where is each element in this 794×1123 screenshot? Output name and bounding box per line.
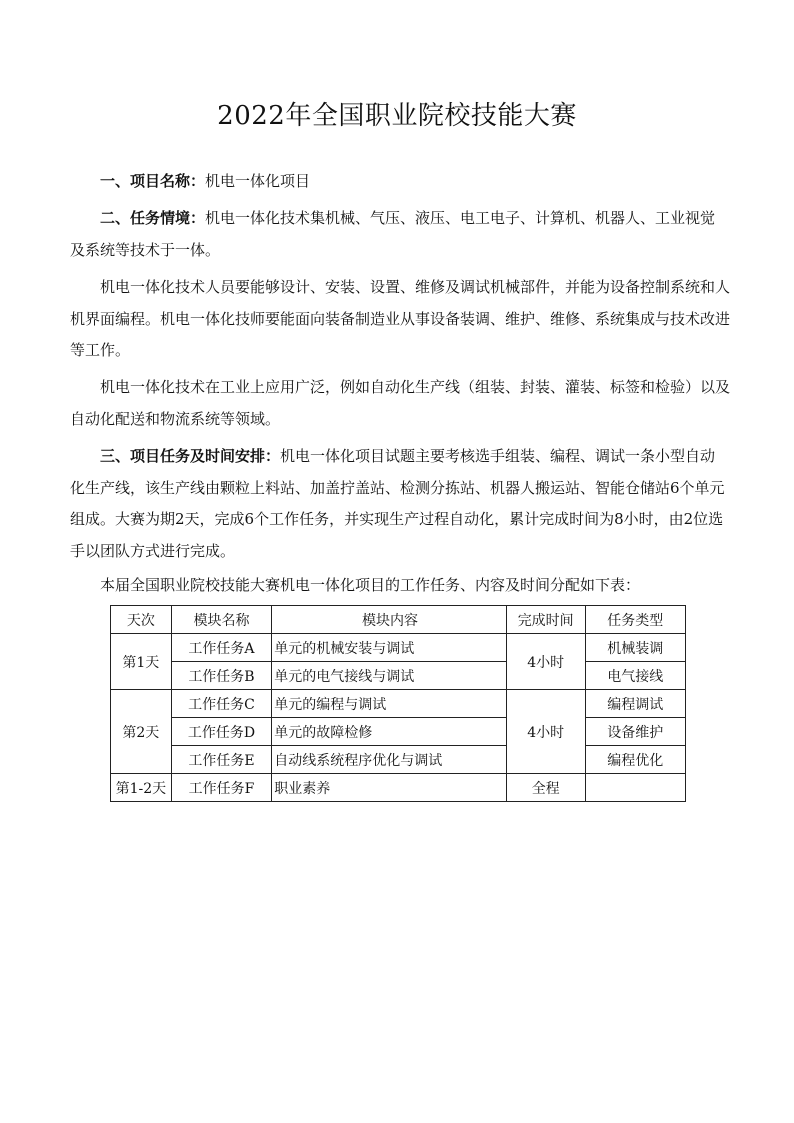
cell-type bbox=[585, 774, 686, 802]
cell-module: 工作任务E bbox=[171, 746, 271, 774]
caption-text: 本届全国职业院校技能大赛机电一体化项目的工作任务、内容及时间分配如下表： bbox=[100, 576, 641, 594]
cell-time: 4小时 bbox=[506, 634, 585, 690]
cell-type: 电气接线 bbox=[585, 662, 686, 690]
paragraph-text: 机电一体化技术人员要能够设计、安装、设置、维修及调试机械部件，并能为设备控制系统和人机界面编程。机电一体化技师要能面向装备制造业从事设备装调、维护、维修、系统集成与技术改进等工作。 bbox=[70, 278, 731, 359]
table-caption bbox=[70, 570, 730, 602]
section-lead: 一、项目名称： bbox=[100, 172, 206, 190]
cell-type: 编程调试 bbox=[585, 690, 686, 718]
header-module: 模块名称 bbox=[171, 606, 271, 634]
cell-day: 第1天 bbox=[111, 634, 172, 690]
section-lead: 二、任务情境： bbox=[100, 209, 206, 227]
cell-day: 第1-2天 bbox=[111, 774, 172, 802]
section-text: 机电一体化项目 bbox=[205, 172, 311, 190]
cell-content: 单元的故障检修 bbox=[272, 718, 507, 746]
table-row bbox=[111, 634, 686, 662]
cell-type: 设备维护 bbox=[585, 718, 686, 746]
cell-module: 工作任务B bbox=[171, 662, 271, 690]
document-title: 2022年全国职业院校技能大赛 bbox=[217, 101, 577, 131]
header-time: 完成时间 bbox=[506, 606, 585, 634]
table-row bbox=[111, 718, 686, 746]
cell-module: 工作任务F bbox=[171, 774, 271, 802]
table-header-row bbox=[111, 606, 686, 634]
table-row bbox=[111, 746, 686, 774]
paragraph-text: 机电一体化技术在工业上应用广泛，例如自动化生产线（组装、封装、灌装、标签和检验）以及自动化配送和物流系统等领域。 bbox=[70, 378, 731, 428]
table-row bbox=[111, 690, 686, 718]
cell-time: 4小时 bbox=[506, 690, 585, 774]
section-task-context bbox=[70, 203, 730, 266]
cell-time: 全程 bbox=[506, 774, 585, 802]
table-row bbox=[111, 774, 686, 802]
cell-content: 单元的编程与调试 bbox=[272, 690, 507, 718]
cell-type: 编程优化 bbox=[585, 746, 686, 774]
header-content: 模块内容 bbox=[272, 606, 507, 634]
table-row bbox=[111, 662, 686, 690]
cell-content: 职业素养 bbox=[272, 774, 507, 802]
cell-day: 第2天 bbox=[111, 690, 172, 774]
schedule-table bbox=[110, 605, 686, 802]
section-task-schedule bbox=[70, 441, 730, 567]
cell-content: 单元的机械安装与调试 bbox=[272, 634, 507, 662]
cell-content: 自动线系统程序优化与调试 bbox=[272, 746, 507, 774]
cell-type: 机械装调 bbox=[585, 634, 686, 662]
header-day: 天次 bbox=[111, 606, 172, 634]
paragraph-applications bbox=[70, 372, 730, 435]
section-text: 机电一体化项目试题主要考核选手组装、编程、调试一条小型自动化生产线，该生产线由颗粒上料站、加盖拧盖站、检测分拣站、机器人搬运站、智能仓储站6个单元组成。大赛为期2天，完成6个工作任务，并实现生产过程自动化，累计完成时间为8小时，由2位选手以团队方式进行完成。 bbox=[70, 447, 725, 560]
section-text: 机电一体化技术集机械、气压、液压、电工电子、计算机、机器人、工业视觉及系统等技术于一体。 bbox=[70, 209, 716, 259]
section-project-name bbox=[100, 166, 730, 198]
header-type: 任务类型 bbox=[585, 606, 686, 634]
paragraph-technician-role bbox=[70, 272, 730, 367]
cell-module: 工作任务D bbox=[171, 718, 271, 746]
cell-module: 工作任务C bbox=[171, 690, 271, 718]
cell-module: 工作任务A bbox=[171, 634, 271, 662]
section-lead: 三、项目任务及时间安排： bbox=[100, 447, 281, 465]
cell-content: 单元的电气接线与调试 bbox=[272, 662, 507, 690]
